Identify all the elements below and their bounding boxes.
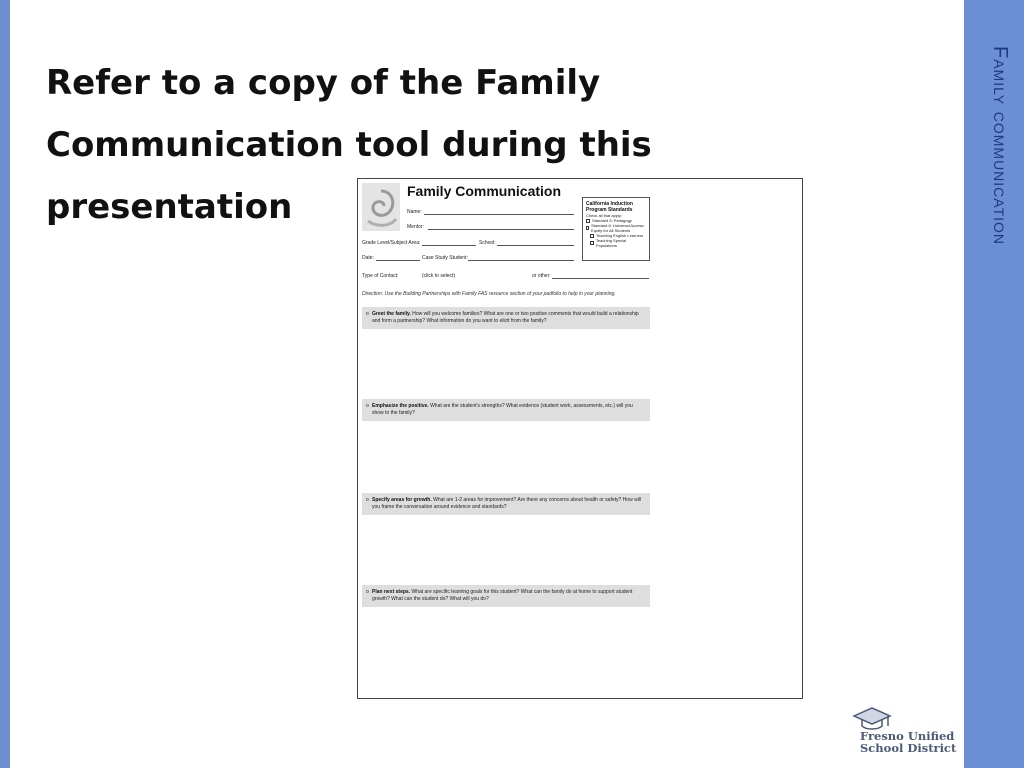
type-of-contact-label: Type of Contact:: [362, 273, 399, 279]
standard-item[interactable]: Teaching English Learners: [586, 233, 646, 238]
direction-text: Direction: Use the Building Partnerships with Family FAS resource section of your padfolio to help in your planning.: [362, 291, 616, 297]
section-emphasize: [362, 399, 650, 421]
section-greet: [362, 307, 650, 329]
or-other-line[interactable]: [552, 278, 649, 279]
section-text: What are the student's strengths? What evidence (student work, assessments, etc.) will you show to the family?: [372, 403, 633, 416]
date-line[interactable]: [376, 260, 420, 261]
grade-level-line[interactable]: [422, 245, 476, 246]
swirl-logo-icon: [362, 183, 400, 231]
case-study-line[interactable]: [468, 260, 574, 261]
section-growth: [362, 493, 650, 515]
section-heading: Greet the family.: [372, 311, 411, 317]
bullet-icon: o: [366, 497, 369, 503]
bullet-icon: o: [366, 311, 369, 317]
checkbox-icon[interactable]: [590, 234, 594, 238]
section-heading: Specify areas for growth.: [372, 497, 432, 503]
mentor-line[interactable]: [428, 229, 574, 230]
name-label: Name:: [407, 209, 422, 215]
checkbox-icon[interactable]: [586, 226, 589, 230]
grade-level-label: Grade Level/Subject Area:: [362, 240, 421, 246]
standard-item[interactable]: Standard 5: Pedagogy: [586, 218, 646, 223]
document-title: Family Communication: [407, 183, 562, 199]
standards-check-all: Check all that apply:: [586, 213, 623, 218]
or-other-label: or other:: [532, 273, 551, 279]
school-label: School:: [479, 240, 496, 246]
slide-title: Refer to a copy of the Family Communication tool during this presentation: [46, 63, 652, 227]
fresno-unified-logo: [848, 704, 957, 760]
standards-box: [582, 197, 650, 261]
section-text: What are 1-2 areas for improvement? Are there any concerns about health or safety? How will you frame the conversation around evidence and standards?: [372, 497, 642, 510]
section-heading: Plan next steps.: [372, 589, 411, 595]
date-label: Date:: [362, 255, 374, 261]
contact-type-select[interactable]: (click to select): [422, 273, 456, 279]
section-text: How will you welcome families? What are one or two positive comments that would build a relationship and form a partnership? What information do you want to elicit from the family?: [372, 311, 639, 324]
section-heading: Emphasize the positive.: [372, 403, 429, 409]
bullet-icon: o: [366, 403, 369, 409]
bullet-icon: o: [366, 589, 369, 595]
case-study-label: Case Study Student:: [422, 255, 468, 261]
district-name: Fresno Unified School District: [860, 729, 957, 755]
standards-title: California Induction Program Standards: [586, 201, 633, 213]
checkbox-icon[interactable]: [586, 219, 590, 223]
school-line[interactable]: [497, 245, 574, 246]
standard-item[interactable]: Standard 6: Universal Access: Equity for All Students: [586, 223, 646, 233]
name-line[interactable]: [424, 214, 574, 215]
checkbox-icon[interactable]: [590, 241, 594, 245]
side-title: Family communication: [989, 46, 1011, 246]
standard-item[interactable]: Teaching Special Populations: [586, 238, 646, 248]
section-text: What are specific learning goals for this student? What can the family do at home to support student growth? What can the student do? What will you do?: [372, 589, 633, 602]
section-next-steps: [362, 585, 650, 607]
left-accent-bar: [0, 0, 10, 768]
family-communication-document: [357, 178, 803, 699]
mentor-label: Mentor:: [407, 224, 424, 230]
